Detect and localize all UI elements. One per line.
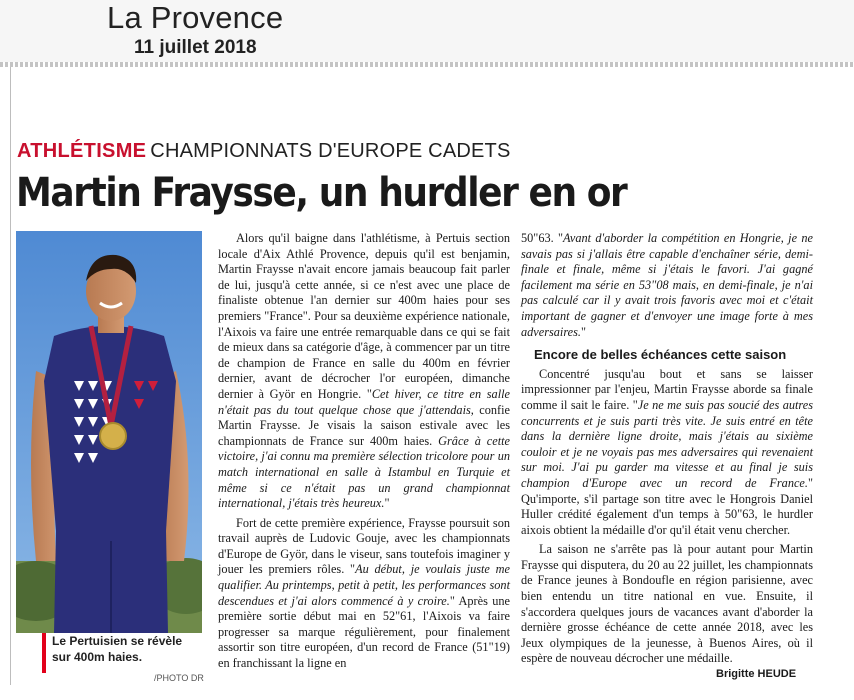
photo-caption: [42, 633, 202, 673]
left-rule: [10, 67, 11, 685]
paragraph-text: " Qu'importe, s'il partage son titre avec le Hongrois Daniel Huller crédité également d'un temps à 50"63, le hurdler aixois obtient la médaille d'or qu'il était venu chercher.: [521, 475, 813, 537]
quote-text: Grâce à cette victoire, j'ai connu ma première sélection tricolore pour un match international en salle à Istambul en Turquie et même si ce n'était pas un grand championnat international, j'étais très heureux.: [218, 433, 511, 511]
quote-text: Au début, je voulais juste me qualifier. Au printemps, petit à petit, les performances sont descendues et j'ai alors commencé à y croire.: [218, 562, 510, 608]
paragraph-text: 50"63. ": [521, 231, 564, 245]
photo-credit: /PHOTO DR: [154, 673, 204, 683]
masthead: [0, 0, 854, 62]
athlete-photo: [16, 231, 202, 633]
masthead-date: 11 juillet 2018: [134, 37, 257, 58]
article-headline: Martin Fraysse, un hurdler en or: [16, 170, 627, 216]
article-paragraph: [218, 516, 510, 672]
paragraph-text: Alors qu'il baigne dans l'athlétisme, à Pertuis section locale d'Aix Athlé Provence, depuis qu'il est benjamin, Martin Fraysse n'avait encore jamais beaucoup fait parler de lui, jusqu'à cette année, si ce n'est avec une place de finaliste obtenue l'an dernier sur 400m haies pour ses premiers "France". Pour sa deuxième expérience nationale, l'Aixois va faire une entrée remarquable dans ce qui se fait de mieux dans sa catégorie d'âge, à commencer par un titre de champion de France en salle du 400m en février dernier, avant de décrocher l'or européen, dimanche dernier à Györ en Hongrie. ": [218, 231, 510, 401]
article-paragraph: [218, 231, 510, 512]
article-byline: Brigitte HEUDE: [716, 668, 797, 680]
paragraph-text: confie Martin Fraysse. Je visais la saison estivale avec les championnats de France sur 400m haies.: [218, 402, 510, 448]
photo-caption-text: Le Pertuisien se révèle sur 400m haies.: [52, 634, 183, 664]
kicker-topic: CHAMPIONNATS D'EUROPE CADETS: [150, 140, 511, 162]
masthead-title: La Provence: [107, 0, 284, 35]
article-paragraph: [521, 542, 813, 667]
paragraph-text: ": [581, 324, 587, 339]
paragraph-text: ": [384, 496, 390, 511]
athlete-photo-illustration: [16, 231, 202, 633]
quote-text: Je ne me suis pas soucié des autres concurrents et je suis parti très vite. Je suis entré en tête dans la dernière ligne droite, mais j'étais au sixième couloir et je ne voyais pas mes adversaires qui revenaient sur moi. J'ai pu garder ma vitesse et au final je suis champion d'Europe avec un record de France.: [521, 397, 813, 490]
article-column-2: [521, 231, 813, 671]
article-kicker: [17, 140, 511, 163]
paragraph-text: Fort de cette première expérience, Fraysse poursuit son travail auprès de Ludovic Gouje, avec les championnats d'Europe de Györ, dans le viseur, sans toutefois imaginer y jouer les premiers rôles. ": [218, 515, 510, 577]
kicker-section: ATHLÉTISME: [17, 140, 147, 162]
paragraph-text: La saison ne s'arrête pas là pour autant pour Martin Fraysse qui disputera, du 20 au 22 juillet, les championnats de France jeunes à Bondoufle en région parisienne, avec bien entendu un titre national en vue. Ensuite, il s'accordera quelques jours de vacances avant d'aborder la dernière grosse échéance de cette année 2018, avec les Jeux olympiques de la jeunesse, à Buenos Aires, où il espère de nouveau décrocher une médaille.: [521, 542, 813, 666]
clipping-edge: [0, 62, 854, 67]
article-paragraph: [521, 231, 813, 340]
paragraph-text: Concentré jusqu'au bout et sans se laisser impressionner par l'enjeu, Martin Fraysse aborde sa finale comme il sait le faire. ": [521, 366, 813, 412]
article-column-1: [218, 231, 510, 676]
article-subhead: Encore de belles échéances cette saison: [534, 347, 787, 363]
paragraph-text: " Après une première sortie début mai en 52"61, l'Aixois va faire progresser sa marque régulièrement, pour finalement assortir son titre européen, d'un record de France (51"19) en franchissant la ligne en: [218, 593, 510, 671]
quote-text: Cet hiver, ce titre en salle n'était pas du tout quelque chose que j'attendais,: [218, 386, 510, 417]
article-paragraph: [521, 367, 813, 539]
quote-text: Avant d'aborder la compétition en Hongrie, je ne savais pas si j'allais être capable d'enchaîner série, demi-finale et finale, même si j'étais le favori. J'ai gagné facilement ma série en 53"08 mais, en demi-finale, je n'ai pas calculé car il y avait trois favoris avec moi et c'était important de gagner et d'envoyer une image forte à mes adversaires.: [521, 231, 813, 339]
